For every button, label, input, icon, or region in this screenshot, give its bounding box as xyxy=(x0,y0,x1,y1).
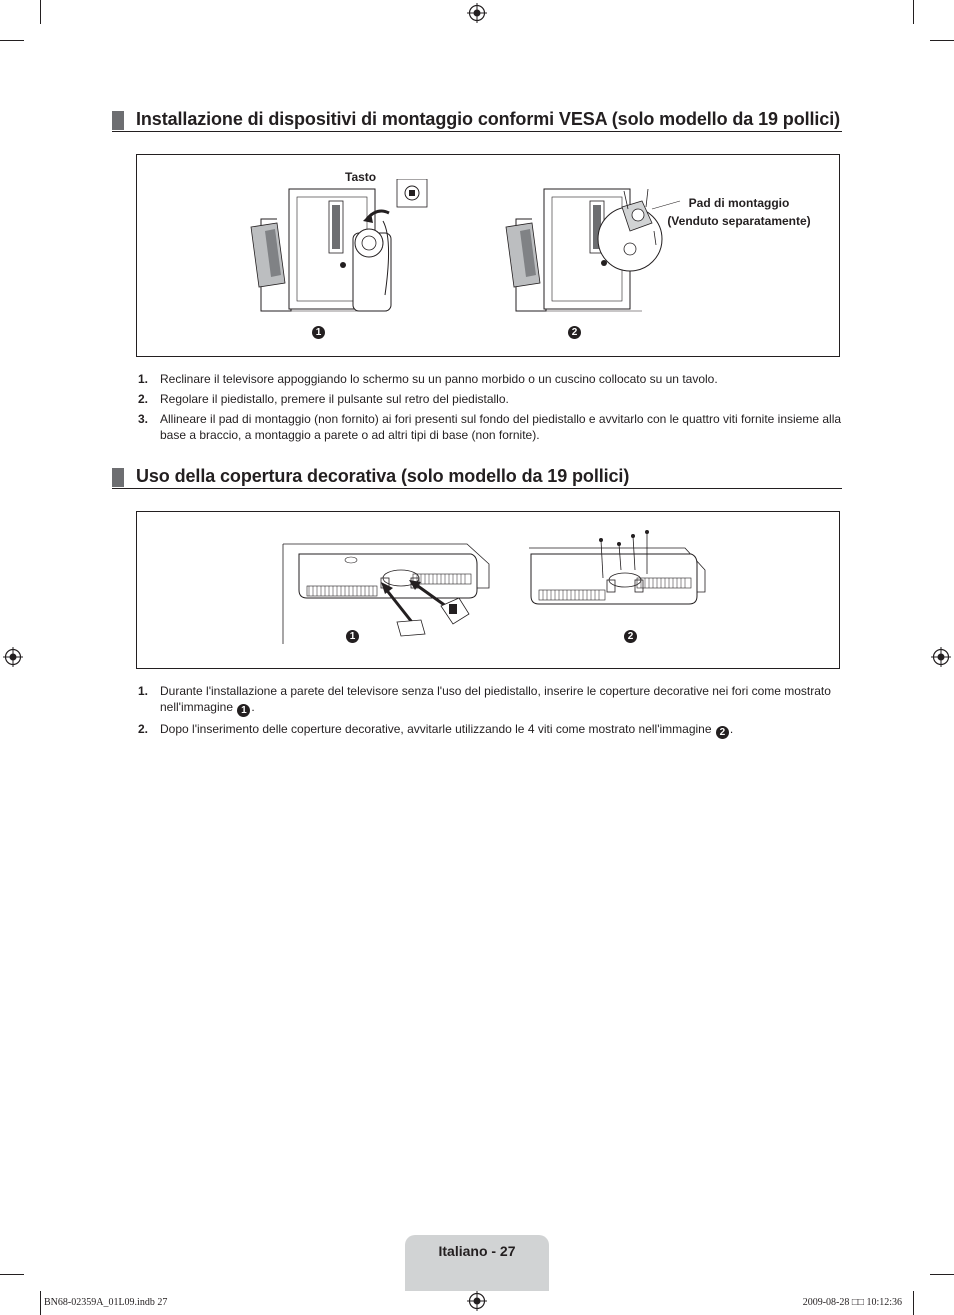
figure-badge-2: 2 xyxy=(624,630,637,643)
list-item: 2. Dopo l'inserimento delle coperture decorative, avvitarle utilizzando le 4 viti come mostrato nell'immagine 2 . xyxy=(138,722,734,738)
crop-mark xyxy=(913,0,914,24)
list-item: 1. Reclinare il televisore appoggiando lo schermo su un panno morbido o un cuscino collocato su un tavolo. xyxy=(138,372,718,386)
heading-bar xyxy=(112,111,124,130)
print-slug-right: 2009-08-28 □□ 10:12:36 xyxy=(802,1297,902,1308)
crop-mark xyxy=(930,1274,954,1275)
page-number: Italiano - 27 xyxy=(438,1243,516,1259)
print-slug-left: BN68-02359A_01L09.indb 27 xyxy=(44,1297,168,1308)
mounting-pad-label: Pad di montaggio (Venduto separatamente) xyxy=(667,196,811,228)
list-item: 2. Regolare il piedistallo, premere il pulsante sul retro del piedistallo. xyxy=(138,392,509,406)
figure-badge-1: 1 xyxy=(312,326,325,339)
button-label: Tasto xyxy=(345,170,377,184)
crop-mark xyxy=(40,1291,41,1315)
registration-mark-icon xyxy=(931,647,951,667)
figure-badge-1: 1 xyxy=(346,630,359,643)
figure-decorative-cover xyxy=(136,511,840,669)
crop-mark xyxy=(0,40,24,41)
registration-mark-icon xyxy=(3,647,23,667)
figure-badge-2: 2 xyxy=(568,326,581,339)
step-list-decorative-cover xyxy=(136,683,844,743)
section-title: Uso della copertura decorativa (solo modello da 19 pollici) xyxy=(136,466,630,486)
step-list-vesa xyxy=(136,371,844,447)
list-item: 1. Durante l'installazione a parete del televisore senza l'uso del piedistallo, inserire le coperture decorative nei fori come mostrato nell'immagine 1 . xyxy=(138,684,831,716)
section-heading-decorative-cover xyxy=(112,466,842,489)
registration-mark-icon xyxy=(467,3,487,23)
crop-mark xyxy=(0,1274,24,1275)
list-item: 3. Allineare il pad di montaggio (non fornito) ai fori presenti sul fondo del piedistallo e avvitarlo con le quattro viti fornite insieme alla base a braccio, a montaggio a parete o ad altri tipi di base (non fornite). xyxy=(138,412,842,442)
registration-mark-icon xyxy=(467,1291,487,1311)
tv-back-illustration xyxy=(247,179,447,319)
section-title: Installazione di dispositivi di montaggio conformi VESA (solo modello da 19 pollici) xyxy=(136,109,841,129)
crop-mark xyxy=(40,0,41,24)
inline-badge-1: 1 xyxy=(237,704,250,717)
figure-vesa-mounting xyxy=(136,154,840,357)
section-heading-vesa xyxy=(112,109,842,132)
crop-mark xyxy=(913,1291,914,1315)
heading-bar xyxy=(112,468,124,487)
tv-bottom-screws-illustration xyxy=(525,530,711,616)
page-number-tab xyxy=(405,1235,549,1291)
tv-bottom-cover-illustration xyxy=(281,534,493,648)
crop-mark xyxy=(930,40,954,41)
inline-badge-2: 2 xyxy=(716,726,729,739)
